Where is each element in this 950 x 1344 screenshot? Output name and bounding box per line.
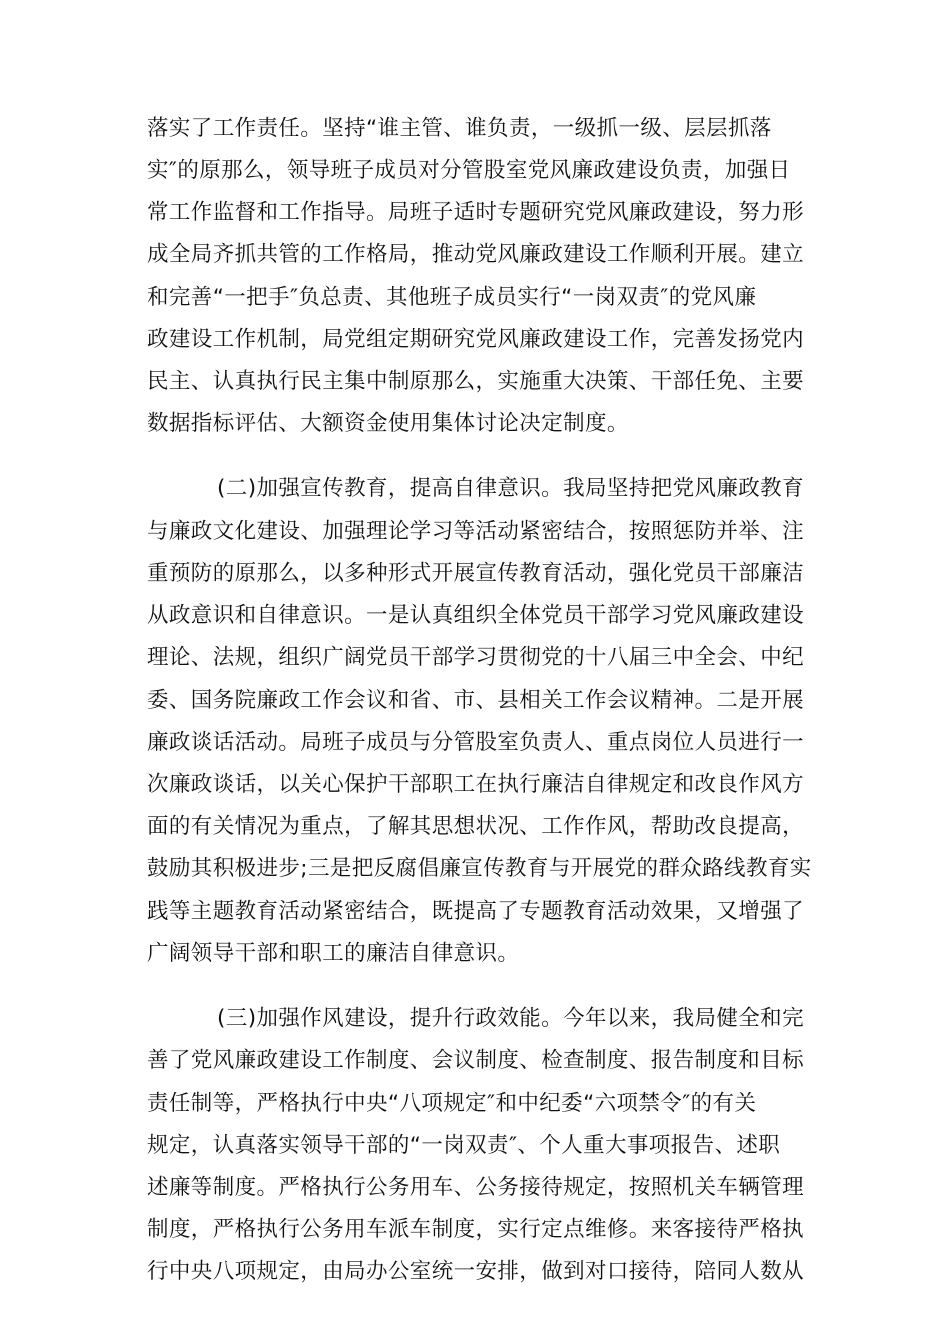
paragraph-3-line-2: 善了党风廉政建设工作制度、会议制度、检查制度、报告制度和目标: [147, 1048, 805, 1073]
paragraph-1-line-1: 落实了工作责任。坚持“谁主管、谁负责，一级抓一级、层层抓落: [147, 116, 772, 141]
paragraph-1-line-4: 成全局齐抓共管的工作格局，推动党风廉政建设工作顺利开展。建立: [147, 242, 805, 267]
paragraph-2-line-4: 从政意识和自律意识。一是认真组织全体党员干部学习党风廉政建设: [147, 603, 805, 628]
paragraph-1-line-2: 实″的原那么，领导班子成员对分管股室党风廉政建设负责，加强日: [147, 158, 791, 183]
paragraph-1-line-3: 常工作监督和工作指导。局班子适时专题研究党风廉政建设，努力形: [147, 200, 805, 225]
paragraph-1-line-5: 和完善“一把手″负总责、其他班子成员实行“一岗双责″的党风廉: [147, 285, 757, 310]
paragraph-3-line-1: (三)加强作风建设，提升行政效能。今年以来，我局健全和完: [217, 1006, 804, 1031]
paragraph-3-line-3: 责任制等，严格执行中央“八项规定″和中纪委“六项禁令″的有关: [147, 1091, 757, 1116]
paragraph-2-line-2: 与廉政文化建设、加强理论学习等活动紧密结合，按照惩防并举、注: [147, 519, 805, 544]
paragraph-2-line-3: 重预防的原那么，以多种形式开展宣传教育活动，强化党员干部廉洁: [147, 561, 805, 586]
paragraph-2-line-6: 委、国务院廉政工作会议和省、市、县相关工作会议精神。二是开展: [147, 688, 805, 713]
paragraph-1-line-7: 民主、认真执行民主集中制原那么，实施重大决策、干部任免、主要: [147, 369, 805, 394]
paragraph-2-line-11: 践等主题教育活动紧密结合，既提高了专题教育活动效果，又增强了: [147, 899, 805, 924]
paragraph-1-line-6: 政建设工作机制，局党组定期研究党风廉政建设工作，完善发扬党内: [147, 327, 805, 352]
paragraph-2-line-10: 鼓励其积极进步;三是把反腐倡廉宣传教育与开展党的群众路线教育实: [147, 856, 812, 881]
paragraph-1-line-8: 数据指标评估、大额资金使用集体讨论决定制度。: [147, 411, 629, 436]
paragraph-2-line-12: 广阔领导干部和职工的廉洁自律意识。: [147, 941, 520, 966]
paragraph-3-line-7: 行中央八项规定，由局办公室统一安排，做到对口接待，陪同人数从: [147, 1259, 805, 1284]
paragraph-2-line-5: 理论、法规，组织广阔党员干部学习贯彻党的十八届三中全会、中纪: [147, 645, 805, 670]
paragraph-3-line-5: 述廉等制度。严格执行公务用车、公务接待规定，按照机关车辆管理: [147, 1175, 805, 1200]
paragraph-3-line-4: 规定，认真落实领导干部的“一岗双责″、个人重大事项报告、述职: [147, 1133, 781, 1158]
paragraph-2-line-1: (二)加强宣传教育，提高自律意识。我局坚持把党风廉政教育: [217, 476, 804, 501]
paragraph-3-line-6: 制度，严格执行公务用车派车制度，实行定点维修。来客接待严格执: [147, 1217, 805, 1242]
paragraph-2-line-7: 廉政谈话活动。局班子成员与分管股室负责人、重点岗位人员进行一: [147, 730, 805, 755]
paragraph-2-line-9: 面的有关情况为重点，了解其思想状况、工作作风，帮助改良提高，: [147, 814, 805, 839]
paragraph-2-line-8: 次廉政谈话，以关心保护干部职工在执行廉洁自律规定和改良作风方: [147, 772, 805, 797]
